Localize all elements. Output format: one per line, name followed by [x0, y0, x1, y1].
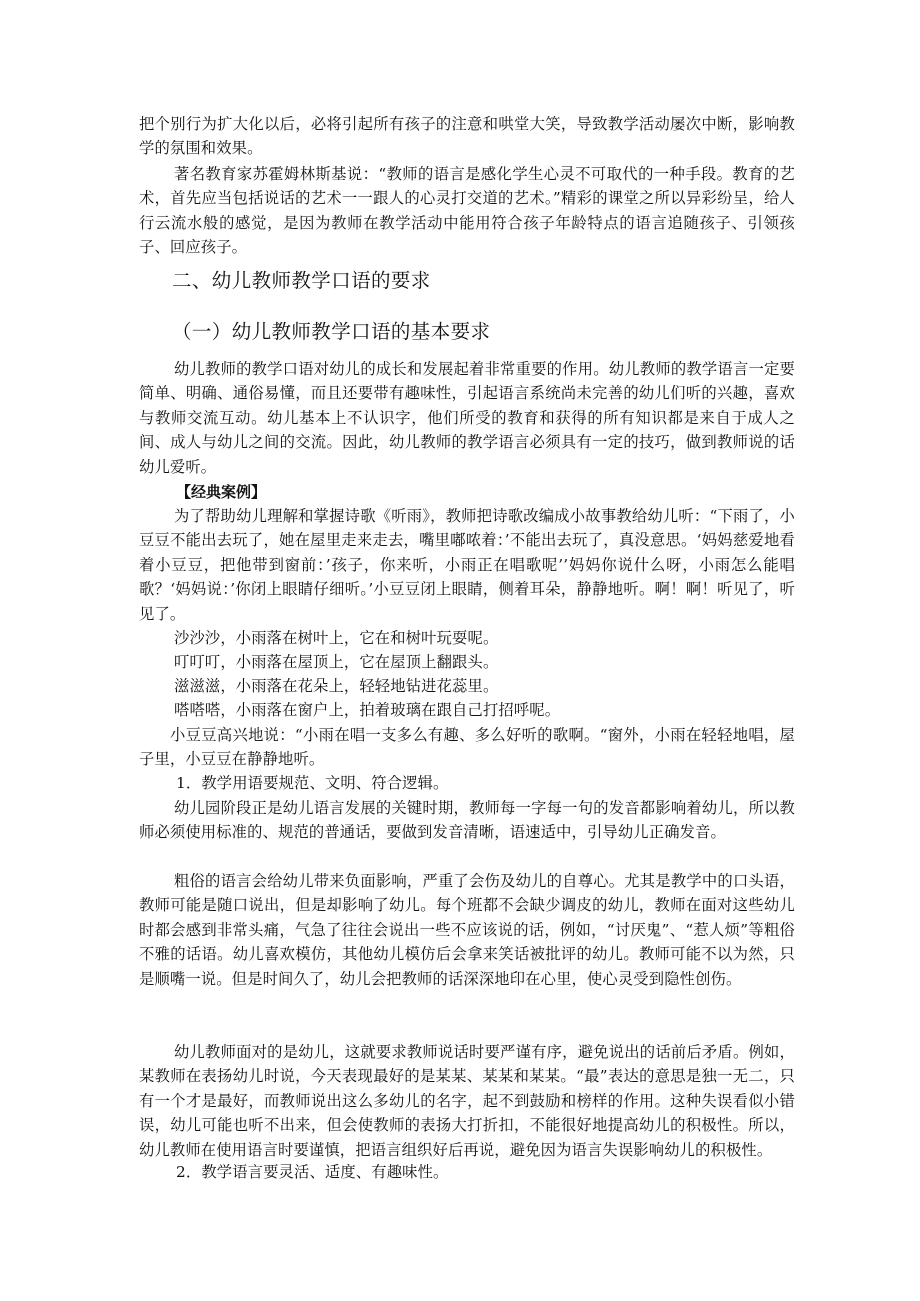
paragraph-intro-continued: 把个别行为扩大化以后，必将引起所有孩子的注意和哄堂大笑，导致教学活动屡次中断，影响教学的氛围和效果。	[139, 115, 795, 158]
subsection-heading: （一）幼儿教师教学口语的基本要求	[172, 320, 491, 343]
paragraph-story-end: 小豆豆高兴地说：“小雨在唱一支多么有趣、多么好听的歌啊。“窗外，小雨在轻轻地唱，屋子里，小豆豆在静静地听。	[139, 726, 795, 769]
paragraph-basic-requirements: 幼儿教师的教学口语对幼儿的成长和发展起着非常重要的作用。幼儿教师的教学语言一定要简单、明确、通俗易懂，而且还要带有趣味性，引起语言系统尚未完善的幼儿们听的兴趣，喜欢与教师交流互动。幼儿基本上不认识字，他们所受的教育和获得的所有知识都是来自于成人之间、成人与幼儿之间的交流。因此，幼儿教师的教学语言必须具有一定的技巧，做到教师说的话幼儿爱听。	[139, 360, 795, 476]
list-item-1: 1．教学用语要规范、文明、符合逻辑。	[176, 774, 449, 792]
paragraph-quote-sukhomlinsky: 著名教育家苏霍姆林斯基说：“教师的语言是感化学生心灵不可取代的一种手段。教育的艺术，首先应当包括说话的艺术一一跟人的心灵打交道的艺术。”精彩的课堂之所以异彩纷呈，给人行云流水般的感觉，是因为教师在教学活动中能用符合孩子年龄特点的语言追随孩子、引领孩子、回应孩子。	[139, 165, 795, 257]
paragraph-rigorous-speech: 幼儿教师面对的是幼儿，这就要求教师说话时要严谨有序，避免说出的话前后矛盾。例如，某教师在表扬幼儿时说，今天表现最好的是某某、某某和某某。“最”表达的意思是独一无二，只有一个才是最好，而教师说出这么多幼儿的名字，起不到鼓励和榜样的作用。这种失误看似小错误，幼儿可能也听不出来，但会使教师的表扬大打折扣，不能很好地提高幼儿的积极性。所以，幼儿教师在使用语言时要谨慎，把语言组织好后再说，避免因为语言失误影响幼儿的积极性。	[139, 1043, 795, 1159]
poem-line: 沙沙沙，小雨落在树叶上，它在和树叶玩耍呢。	[174, 629, 499, 647]
poem-line: 嗒嗒嗒，小雨落在窗户上，拍着玻璃在跟自己打招呼呢。	[174, 701, 561, 719]
list-item-2: 2．教学语言要灵活、适度、有趣味性。	[176, 1163, 449, 1181]
section-heading: 二、幼儿教师教学口语的要求	[172, 269, 431, 292]
poem-line: 滋滋滋，小雨落在花朵上，轻轻地钻进花蕊里。	[174, 677, 499, 695]
case-label: 【经典案例】	[176, 483, 267, 501]
paragraph-case-story: 为了帮助幼儿理解和掌握诗歌《听雨》，教师把诗歌改编成小故事教给幼儿听：“下雨了，小豆豆不能出去玩了，她在屋里走来走去，嘴里嘟哝着：’不能出去玩了，真没意思。‘妈妈慈爱地看着小豆豆，把他带到窗前：’孩子，你来听，小雨正在唱歌呢’’妈妈你说什么呀，小雨怎么能唱歌？‘妈妈说：’你闭上眼睛仔细听。’小豆豆闭上眼睛，侧着耳朵，静静地听。啊！啊！听见了，听见了。	[139, 507, 795, 623]
paragraph-vulgar-language: 粗俗的语言会给幼儿带来负面影响，严重了会伤及幼儿的自尊心。尤其是教学中的口头语，教师可能是随口说出，但是却影响了幼儿。每个班都不会缺少调皮的幼儿，教师在面对这些幼儿时都会感到非常头痛，气急了往往会说出一些不应该说的话，例如，“讨厌鬼”、“惹人烦”等粗俗不雅的话语。幼儿喜欢模仿，其他幼儿模仿后会拿来笑话被批评的幼儿。教师可能不以为然，只是顺嘴一说。但是时间久了，幼儿会把教师的话深深地印在心里，使心灵受到隐性创伤。	[139, 872, 795, 988]
paragraph-standard-mandarin: 幼儿园阶段正是幼儿语言发展的关键时期，教师每一字每一句的发音都影响着幼儿，所以教师必须使用标准的、规范的普通话，要做到发音清晰，语速适中，引导幼儿正确发音。	[139, 799, 795, 842]
poem-line: 叮叮叮，小雨落在屋顶上，它在屋顶上翻跟头。	[174, 653, 499, 671]
